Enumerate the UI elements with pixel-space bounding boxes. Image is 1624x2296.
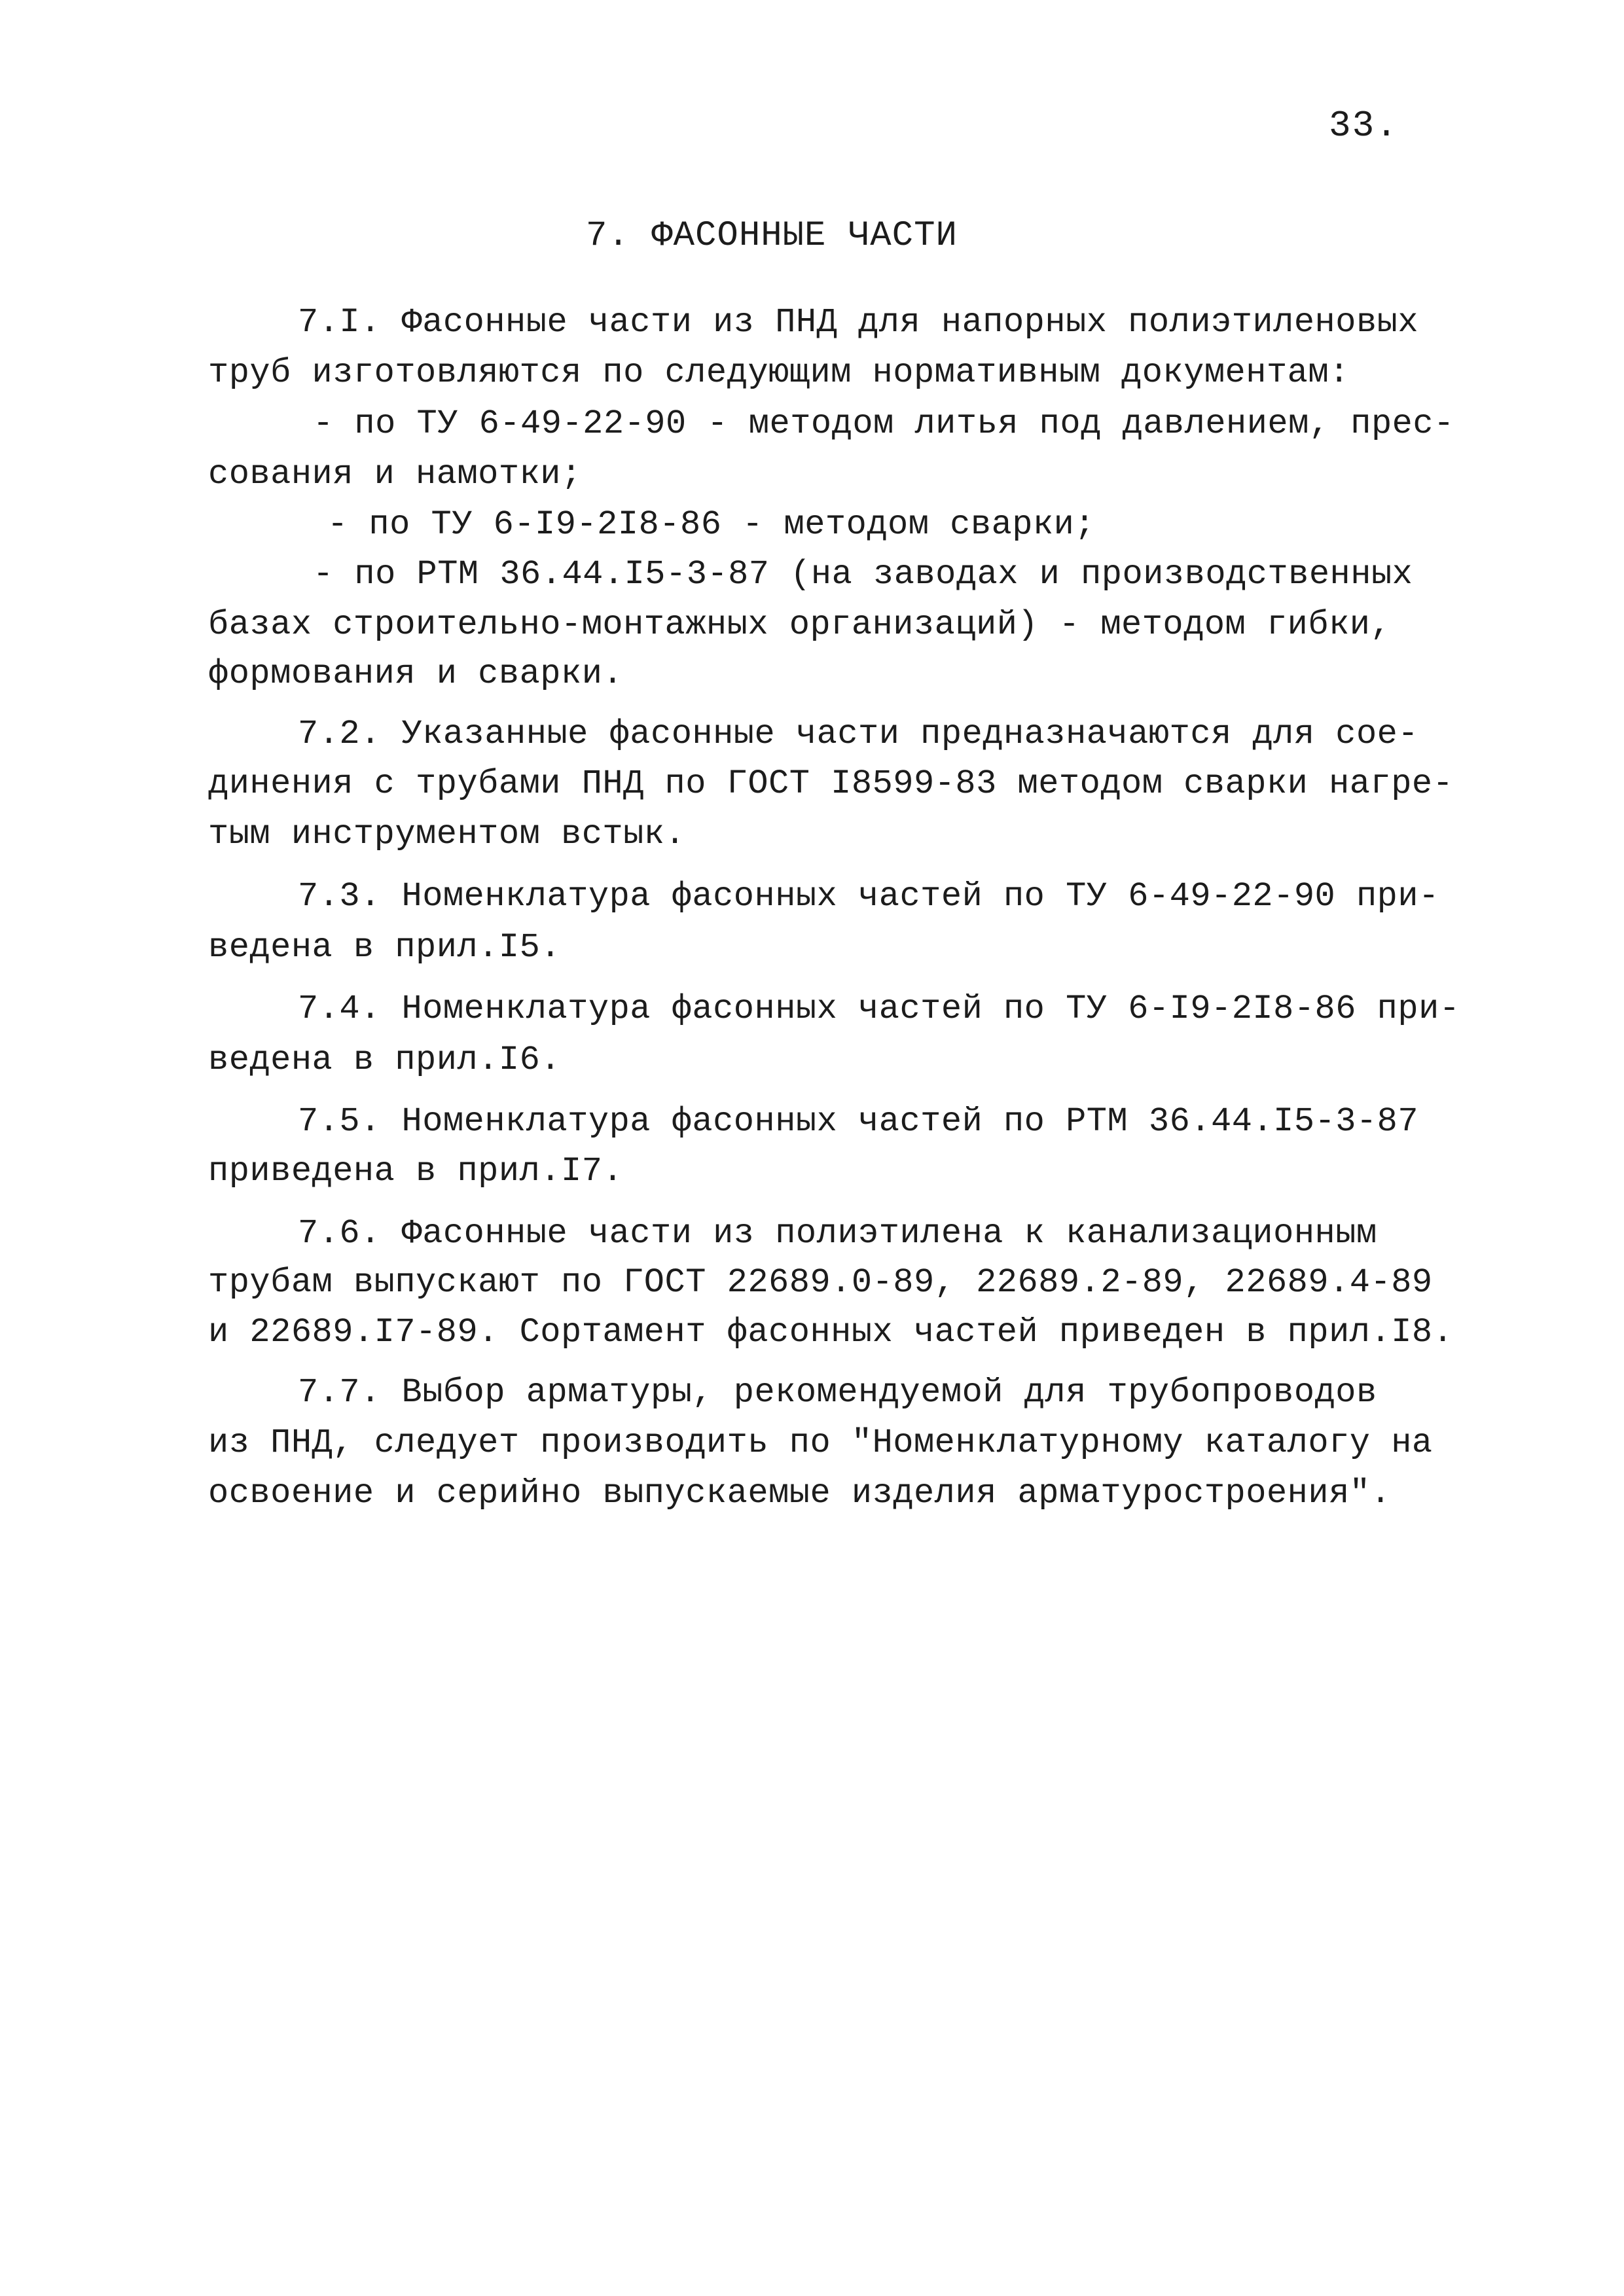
- text-line: из ПНД, следует производить по "Номенклатурному каталогу на: [208, 1424, 1433, 1462]
- text-line: - по ТУ 6-49-22-90 - методом литья под давлением, прес-: [313, 404, 1454, 443]
- text-line: - по РТМ 36.44.I5-3-87 (на заводах и производственных: [313, 555, 1413, 594]
- text-line: формования и сварки.: [208, 655, 624, 693]
- text-line: динения с трубами ПНД по ГОСТ I8599-83 методом сварки нагре-: [208, 764, 1454, 803]
- text-line: 7.7. Выбор арматуры, рекомендуемой для трубопроводов: [298, 1373, 1377, 1412]
- text-line: приведена в прил.I7.: [208, 1152, 624, 1191]
- text-line: базах строительно-монтажных организаций) - методом гибки,: [208, 605, 1392, 644]
- text-line: ведена в прил.I5.: [208, 928, 561, 967]
- text-line: 7.3. Номенклатура фасонных частей по ТУ 6-49-22-90 при-: [298, 877, 1439, 916]
- text-line: 7.5. Номенклатура фасонных частей по РТМ 36.44.I5-3-87: [298, 1102, 1419, 1141]
- text-line: 7.6. Фасонные части из полиэтилена к канализационным: [298, 1214, 1377, 1253]
- text-line: тым инструментом встык.: [208, 815, 686, 853]
- text-line: 7.4. Номенклатура фасонных частей по ТУ 6-I9-2I8-86 при-: [298, 990, 1460, 1028]
- text-line: освоение и серийно выпускаемые изделия арматуростроения".: [208, 1474, 1392, 1513]
- text-line: 7.2. Указанные фасонные части предназначаются для сое-: [298, 715, 1419, 753]
- text-line: - по ТУ 6-I9-2I8-86 - методом сварки;: [327, 505, 1096, 544]
- text-line: 7.I. Фасонные части из ПНД для напорных полиэтиленовых: [298, 303, 1419, 342]
- text-line: трубам выпускают по ГОСТ 22689.0-89, 22689.2-89, 22689.4-89: [208, 1263, 1433, 1302]
- text-line: труб изготовляются по следующим нормативным документам:: [208, 353, 1350, 392]
- section-title: 7. ФАСОННЫЕ ЧАСТИ: [586, 216, 958, 256]
- text-line: сования и намотки;: [208, 455, 582, 493]
- page-number: 33.: [1329, 105, 1399, 147]
- text-line: и 22689.I7-89. Сортамент фасонных частей приведен в прил.I8.: [208, 1313, 1454, 1352]
- text-line: ведена в прил.I6.: [208, 1041, 561, 1079]
